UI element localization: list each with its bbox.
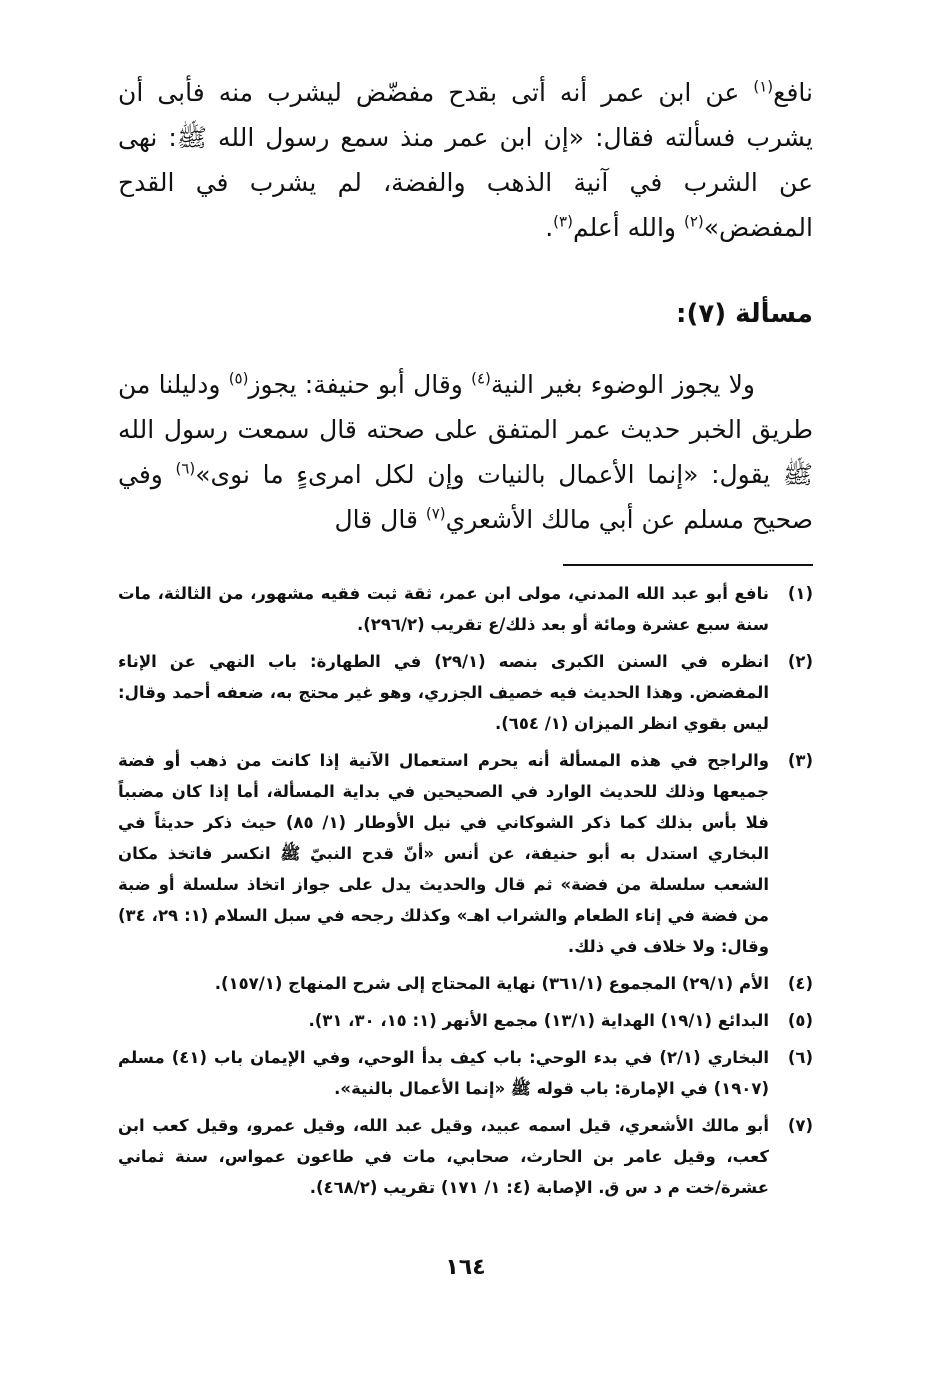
footnote-6: [118, 1042, 813, 1104]
footnote-text: انظره في السنن الكبرى بنصه (٢٩/١) في الطهارة: باب النهي عن الإناء المفضض. وهذا الحديث فيه خصيف الجزري، وهو غير محتج به، ضعفه أحمد وقال: ليس بقوي انظر الميزان (١/ ٦٥٤).: [118, 652, 770, 733]
footnote-number: (٥): [787, 1011, 813, 1030]
section-heading: مسألة (٧):: [676, 299, 813, 329]
footnote-number: (٣): [787, 751, 813, 770]
footnote-text: الأم (٢٩/١) المجموع (٣٦١/١) نهاية المحتاج إلى شرح المنهاج (١٥٧/١).: [214, 974, 769, 993]
footnote-1: [118, 578, 813, 640]
footnote-number: (٧): [787, 1116, 813, 1135]
text-segment: نافع: [773, 78, 813, 107]
footnote-ref-7[interactable]: (٧): [425, 504, 446, 523]
footnote-ref-4[interactable]: (٤): [471, 369, 491, 388]
footnote-3: [118, 745, 813, 962]
text-segment: عن ابن عمر أنه أتى بقدح مفضّض ليشرب منه فأبى أن يشرب فسألته فقال: «إن ابن عمر منذ سمع رسول الله ﷺ: نهى عن الشرب في آنية الذهب والفضة، لم يشرب في القدح المفضض»: [118, 78, 813, 242]
footnote-text: أبو مالك الأشعري، قيل اسمه عبيد، وقيل عبد الله، وقيل عمرو، وقيل كعب ابن كعب، وقيل عامر بن الحارث، صحابي، مات في طاعون عمواس، سنة ثماني عشرة/خت م د س ق. الإصابة (٤: ١/ ١٧١) تقريب (٤٦٨/٢).: [118, 1116, 769, 1197]
footnote-number: (١): [787, 584, 813, 603]
footnote-ref-5[interactable]: (٥): [228, 369, 249, 388]
text-segment: وقال أبو حنيفة: يجوز: [248, 370, 472, 399]
footnote-ref-3[interactable]: (٣): [553, 212, 573, 231]
page-number: ١٦٤: [445, 1255, 486, 1280]
footnote-5: [118, 1005, 813, 1036]
footnote-text: البدائع (١٩/١) الهداية (١٣/١) مجمع الأنهر (١: ١٥، ٣٠، ٣١).: [308, 1011, 769, 1030]
footnote-number: (٦): [787, 1048, 813, 1067]
footnote-ref-1[interactable]: (١): [753, 77, 774, 96]
footnote-number: (٢): [787, 652, 813, 671]
footnote-number: (٤): [787, 974, 813, 993]
footnotes-list: [118, 578, 813, 1203]
footnote-text: نافع أبو عبد الله المدني، مولى ابن عمر، ثقة ثبت فقيه مشهور، من الثالثة، مات سنة سبع عشرة ومائة أو بعد ذلك/ع تقريب (٢٩٦/٢).: [118, 584, 769, 634]
footnote-text: البخاري (٢/١) في بدء الوحي: باب كيف بدأ الوحي، وفي الإيمان باب (٤١) مسلم (١٩٠٧) في الإمارة: باب قوله ﷺ «إنما الأعمال بالنية».: [118, 1048, 769, 1098]
text-segment: ودليلنا من طريق الخبر حديث عمر المتفق على صحته قال سمعت رسول الله ﷺ يقول: «إنما الأعمال بالنيات وإن لكل امرىءٍ ما نوى»: [118, 370, 813, 489]
document-page: [118, 70, 813, 1337]
text-segment: والله أعلم: [572, 213, 684, 242]
footnote-2: [118, 646, 813, 739]
paragraph-1: [118, 70, 813, 250]
text-segment: قال قال: [334, 505, 426, 534]
footnote-ref-6[interactable]: (٦): [175, 459, 196, 478]
text-segment: .: [545, 213, 554, 242]
footnote-separator: [563, 564, 813, 566]
footnote-ref-2[interactable]: (٢): [683, 212, 704, 231]
text-segment: ولا يجوز الوضوء بغير النية: [490, 370, 755, 399]
footnote-text: والراجح في هذه المسألة أنه يحرم استعمال الآنية إذا كانت من ذهب أو فضة جميعها وذلك للحديث الوارد في الصحيحين في بداية المسألة، أما إذا كان مضبباً فلا بأس بذلك كما ذكر الشوكاني في نيل الأوطار (١/ ٨٥) حيث ذكر حديثاً في البخاري استدل به أبو حنيفة، عن أنس «أنّ قدح النبيّ ﷺ انكسر فاتخذ مكان الشعب سلسلة من فضة» ثم قال والحديث يدل على جواز اتخاذ سلسلة أو ضبة من فضة في إناء الطعام والشراب اهـ» وكذلك رجحه في سبل السلام (١: ٢٩، ٣٤) وقال: ولا خلاف في ذلك.: [118, 751, 770, 956]
footnote-4: [118, 968, 813, 999]
footnote-7: [118, 1110, 813, 1203]
text-segment: وفي صحيح مسلم عن أبي مالك الأشعري: [118, 460, 813, 534]
paragraph-2: [118, 362, 813, 542]
